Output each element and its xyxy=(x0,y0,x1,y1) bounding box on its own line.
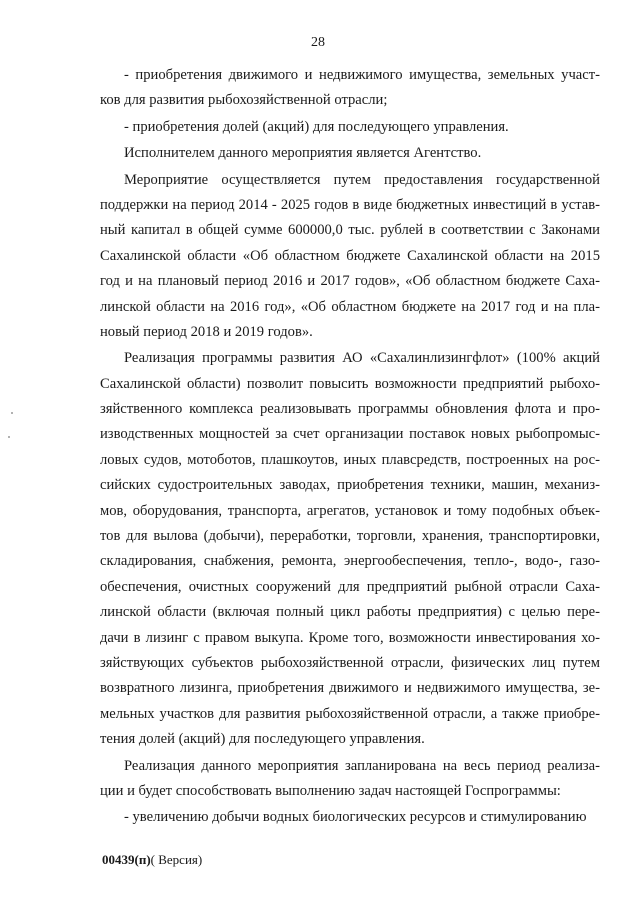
scan-artifact-dot xyxy=(11,412,13,414)
paragraph-line: дачи в лизинг с правом выкупа. Кроме того, возможности инвестирования хо- xyxy=(100,629,600,646)
paragraph-line: линской области (включая полный цикл работы предприятия) с целью пере- xyxy=(100,604,600,621)
paragraph-line: ный капитал в общей сумме 600000,0 тыс. рублей в соответствии с Законами xyxy=(100,222,600,239)
paragraph-line: Сахалинской области) позволит повысить возможности предприятий рыбохо- xyxy=(100,375,600,392)
paragraph-line: Исполнителем данного мероприятия является Агентство. xyxy=(124,145,482,162)
scan-artifact-dot xyxy=(8,436,10,438)
document-code: 00439(п) xyxy=(102,852,151,867)
paragraph-line: - увеличению добычи водных биологических ресурсов и стимулированию xyxy=(124,809,587,826)
version-label: ( Версия) xyxy=(150,852,203,867)
paragraph-line: поддержки на период 2014 - 2025 годов в виде бюджетных инвестиций в устав- xyxy=(100,196,600,213)
paragraph-line: обеспечения, очистных сооружений для предприятий рыбной отрасли Саха- xyxy=(100,578,600,595)
paragraph-line: тения долей (акций) для последующего управления. xyxy=(100,731,425,748)
paragraph-line: изводственных мощностей за счет организации поставок новых рыбопромыс- xyxy=(100,426,600,443)
paragraph-line: - приобретения долей (акций) для последующего управления. xyxy=(124,118,509,135)
paragraph-line: возвратного лизинга, приобретения движимого и недвижимого имущества, зе- xyxy=(100,680,600,697)
page-number: 28 xyxy=(311,35,325,50)
paragraph-line: новый период 2018 и 2019 годов». xyxy=(100,323,313,340)
paragraph-line: Мероприятие осуществляется путем предоставления государственной xyxy=(124,171,600,188)
paragraph-line: Сахалинской области «Об областном бюджете Сахалинской области на 2015 xyxy=(100,247,600,264)
paragraph-line: мов, оборудования, транспорта, агрегатов, установок и тому подобных объек- xyxy=(100,502,600,519)
paragraph-line: складирования, снабжения, ремонта, энергообеспечения, тепло-, водо-, газо- xyxy=(100,553,600,570)
paragraph-line: ков для развития рыбохозяйственной отрасли; xyxy=(100,92,388,109)
paragraph-line: - приобретения движимого и недвижимого имущества, земельных участ- xyxy=(124,67,600,83)
paragraph-line: ции и будет способствовать выполнению задач настоящей Госпрограммы: xyxy=(100,782,561,799)
paragraph-line: мельных участков для развития рыбохозяйственной отрасли, а также приобре- xyxy=(100,705,600,722)
document-footer xyxy=(102,852,202,868)
paragraph-line: год и на плановый период 2016 и 2017 годов», «Об областном бюджете Саха- xyxy=(100,273,600,290)
paragraph-line: линской области на 2016 год», «Об областном бюджете на 2017 год и на пла- xyxy=(100,298,600,315)
paragraph-line: ловых судов, мотоботов, плашкоутов, иных плавсредств, построенных на рос- xyxy=(100,451,600,468)
paragraph-line: Реализация данного мероприятия запланирована на весь период реализа- xyxy=(124,757,600,774)
paragraph-line: Реализация программы развития АО «Сахалинлизингфлот» (100% акций xyxy=(124,350,600,367)
paragraph-line: тов для вылова (добычи), переработки, торговли, хранения, транспортировки, xyxy=(100,528,600,545)
paragraph-line: сийских судостроительных заводах, приобретения техники, машин, механиз- xyxy=(100,477,600,494)
body-text xyxy=(100,63,600,831)
paragraph-line: зяйственного комплекса реализовывать программы обновления флота и про- xyxy=(100,401,600,418)
paragraph-line: зяйствующих субъектов рыбохозяйственной отрасли, физических лиц путем xyxy=(100,654,600,671)
